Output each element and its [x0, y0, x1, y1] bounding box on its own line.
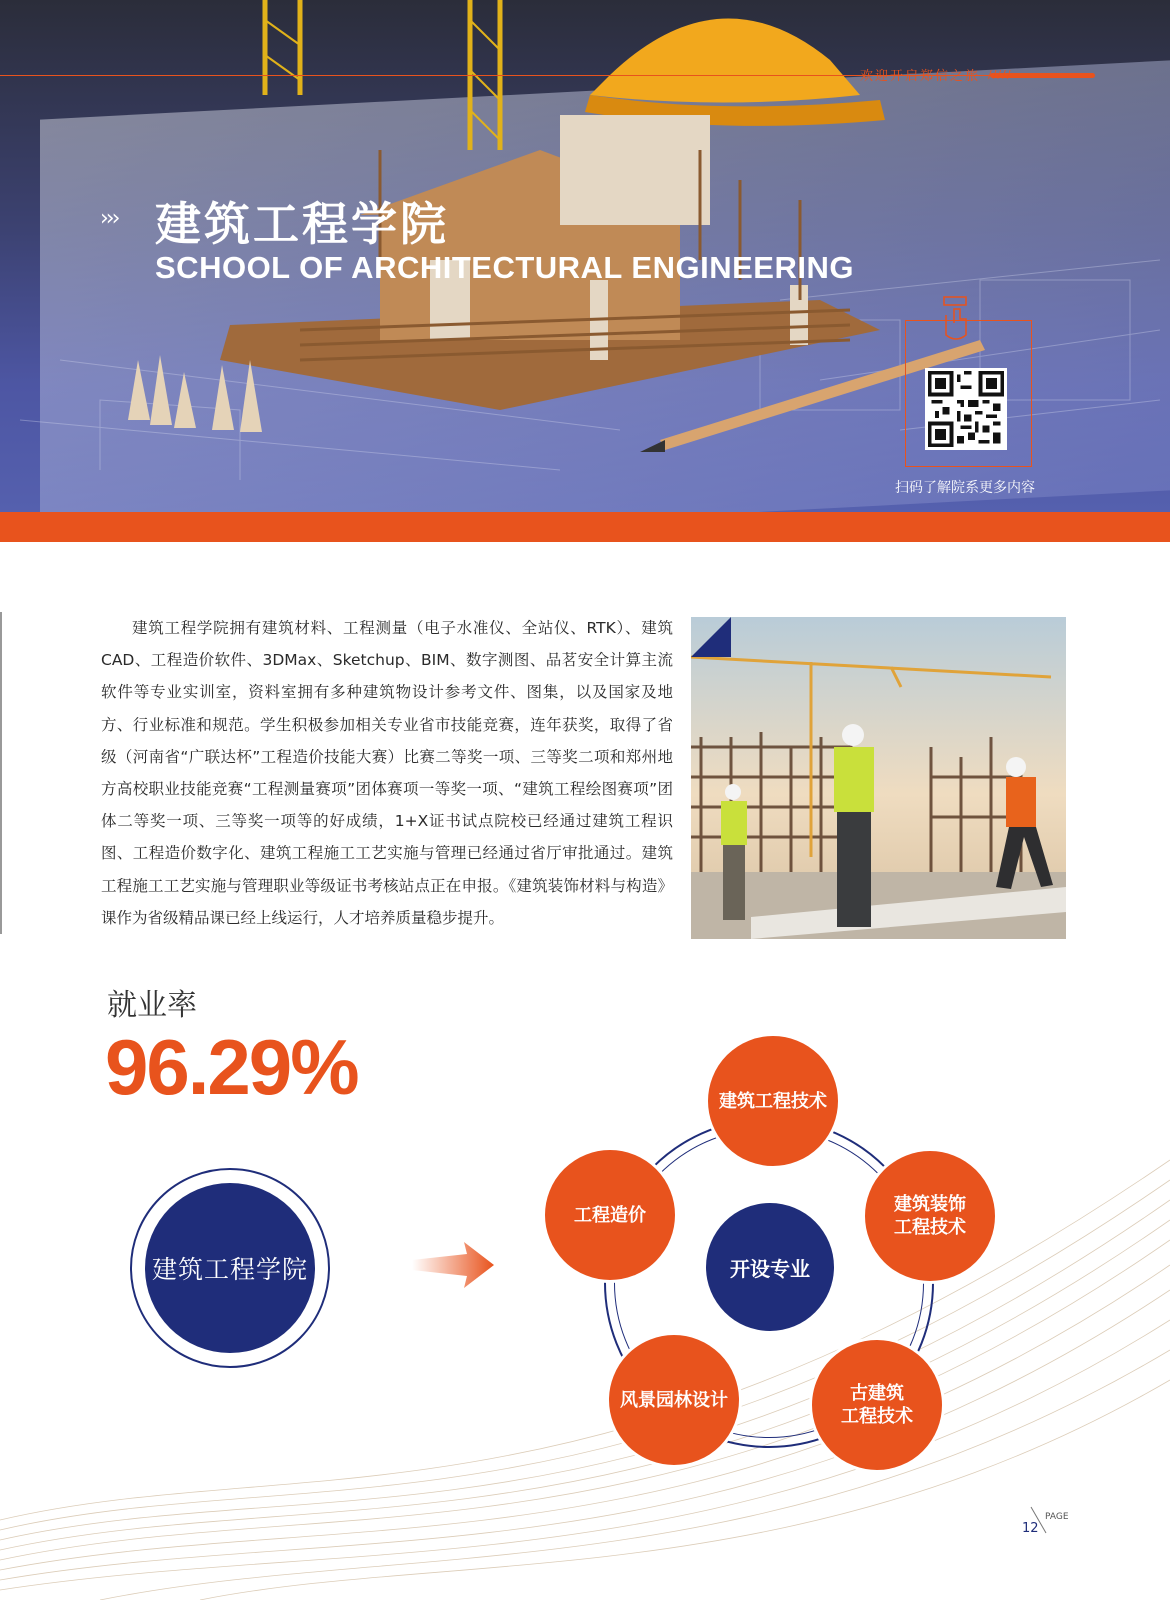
majors-center-label: 开设专业 [730, 1256, 810, 1281]
margin-marker [0, 612, 2, 934]
school-circle-label: 建筑工程学院 [151, 1255, 308, 1284]
qr-code-icon [928, 371, 1004, 447]
major-building-engineering [705, 1033, 841, 1169]
major-label: 古建筑 工程技术 [841, 1383, 913, 1427]
page-number: 12 [1022, 1521, 1039, 1536]
major-cost-engineering [542, 1147, 678, 1283]
hand-scan-icon [936, 295, 976, 345]
welcome-tagline: 欢迎开启郑信之旅 [859, 69, 980, 84]
page-word: PAGE [1045, 1512, 1069, 1522]
major-label: 建筑装饰 工程技术 [894, 1194, 966, 1238]
qr-code[interactable] [925, 368, 1007, 450]
intro-paragraph: 建筑工程学院拥有建筑材料、工程测量（电子水准仪、全站仪、RTK）、建筑CAD、工程造价软件、3DMax、Sketchup、BIM、数字测图、品茗安全计算主流软件等专业实训室，资料室拥有多种建筑物设计参考文件、图集，以及国家及地方、行业标准和规范。学生积极参加相关专业省市技能竞赛，连年获奖，取得了省级（河南省“广联达杯”工程造价技能大赛）比赛二等奖一项、三等奖二项和郑州地方高校职业技能竞赛“工程测量赛项”团体赛项一等奖一项、“建筑工程绘图赛项”团体二等奖一项、三等奖一项等的好成绩，1+X证书试点院校已经通过建筑工程识图、工程造价数字化、建筑工程施工工艺实施与管理已经通过省厅审批通过。建筑工程施工工艺实施与管理职业等级证书考核站点正在申报。《建筑装饰材料与构造》课作为省级精品课已经上线运行，人才培养质量稳步提升。 [101, 619, 673, 927]
major-decoration-engineering [862, 1148, 998, 1284]
major-ancient-building [809, 1337, 945, 1473]
construction-workers-photo [691, 617, 1066, 939]
employment-rate-value: 96.29% [105, 1023, 358, 1111]
tagline-slashes: ///// [988, 68, 1012, 81]
majors-center [706, 1203, 834, 1331]
major-landscape-design [606, 1332, 742, 1468]
arrow-right-icon [412, 1242, 494, 1288]
major-label: 建筑工程技术 [719, 1090, 827, 1112]
hero-banner [0, 0, 1170, 512]
major-label: 工程造价 [574, 1204, 646, 1226]
major-label: 风景园林设计 [620, 1389, 728, 1411]
qr-caption: 扫码了解院系更多内容 [895, 480, 1035, 496]
employment-rate-label: 就业率 [107, 988, 197, 1023]
accent-band [0, 512, 1170, 542]
page-title-english: SCHOOL OF ARCHITECTURAL ENGINEERING [155, 250, 854, 285]
photo-corner-accent [691, 617, 731, 657]
school-circle [145, 1183, 315, 1353]
page-title: 建筑工程学院 [155, 197, 449, 251]
title-chevrons-icon: ››› [100, 206, 118, 231]
